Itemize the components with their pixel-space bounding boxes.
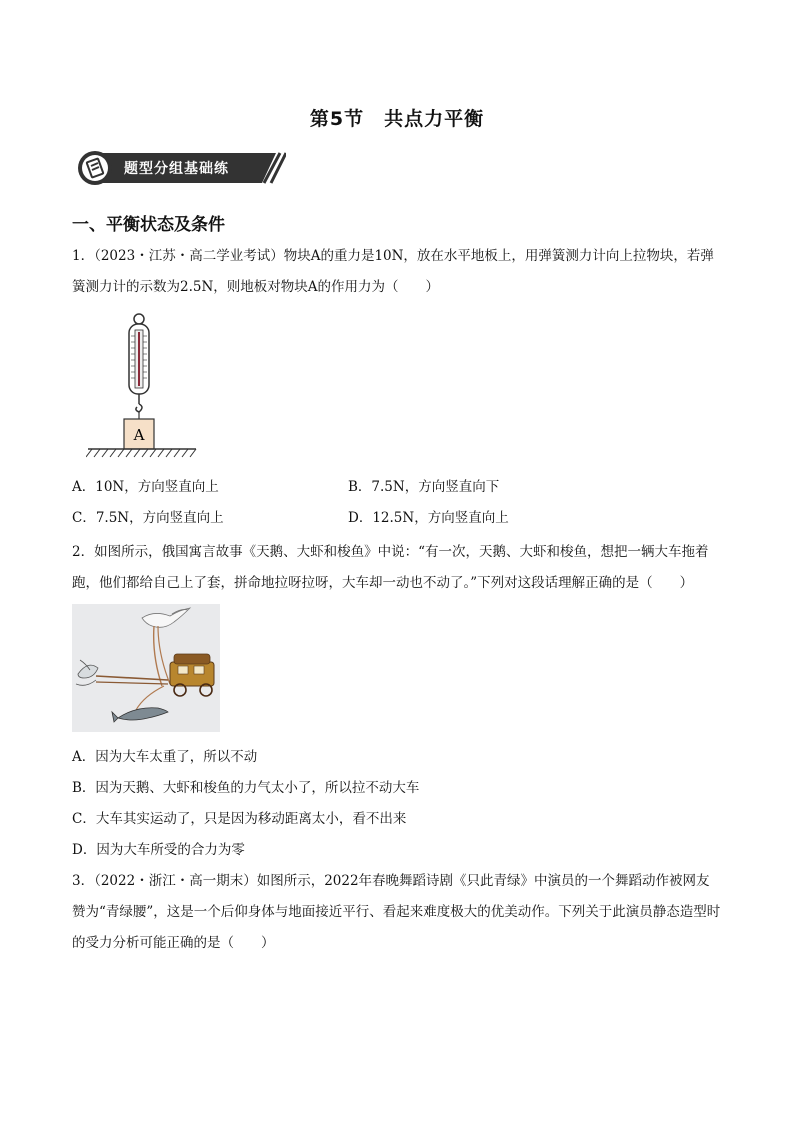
page-title: 第5节 共点力平衡 xyxy=(309,108,485,130)
question-3-text: 3．（2022・浙江・高一期末）如图所示，2022年春晚舞蹈诗剧《只此青绿》中演员的一个舞蹈动作被网友赞为“青绿腰”，这是一个后仰身体与地面接近平行、看起来难度极大的优美动作。下列关于此演员静态造型时的受力分析可能正确的是（ ） xyxy=(72,873,721,951)
q1-option-c[interactable]: C．7.5N，方向竖直向上 xyxy=(72,510,224,526)
banner-label: 题型分组基础练 xyxy=(124,161,229,177)
q2-option-c[interactable]: C．大车其实运动了，只是因为移动距离太小，看不出来 xyxy=(72,811,407,827)
section-heading: 一、平衡状态及条件 xyxy=(72,215,225,235)
fable-cart-illustration xyxy=(72,604,220,732)
q1-option-a[interactable]: A．10N，方向竖直向上 xyxy=(72,479,219,495)
q1-option-d[interactable]: D．12.5N，方向竖直向上 xyxy=(348,510,509,526)
question-1-text: 1．（2023・江苏・高二学业考试）物块A的重力是10N，放在水平地板上，用弹簧测力计向上拉物块，若弹簧测力计的示数为2.5N，则地板对物块A的作用力为（ ） xyxy=(72,248,714,295)
q2-option-b[interactable]: B．因为天鹅、大虾和梭鱼的力气太小了，所以拉不动大车 xyxy=(72,780,420,796)
q1-option-b[interactable]: B．7.5N，方向竖直向下 xyxy=(348,479,500,495)
block-label: A xyxy=(133,426,145,444)
q2-option-d[interactable]: D．因为大车所受的合力为零 xyxy=(72,842,245,858)
q2-option-a[interactable]: A．因为大车太重了，所以不动 xyxy=(72,749,258,765)
spring-scale-figure xyxy=(86,312,200,462)
question-2-text: 2．如图所示，俄国寓言故事《天鹅、大虾和梭鱼》中说：“有一次，天鹅、大虾和梭鱼，想把一辆大车拖着跑，他们都给自己上了套，拼命地拉呀拉呀，大车却一动也不动了。”下列对这段话理解正确的是（ ） xyxy=(72,544,709,591)
